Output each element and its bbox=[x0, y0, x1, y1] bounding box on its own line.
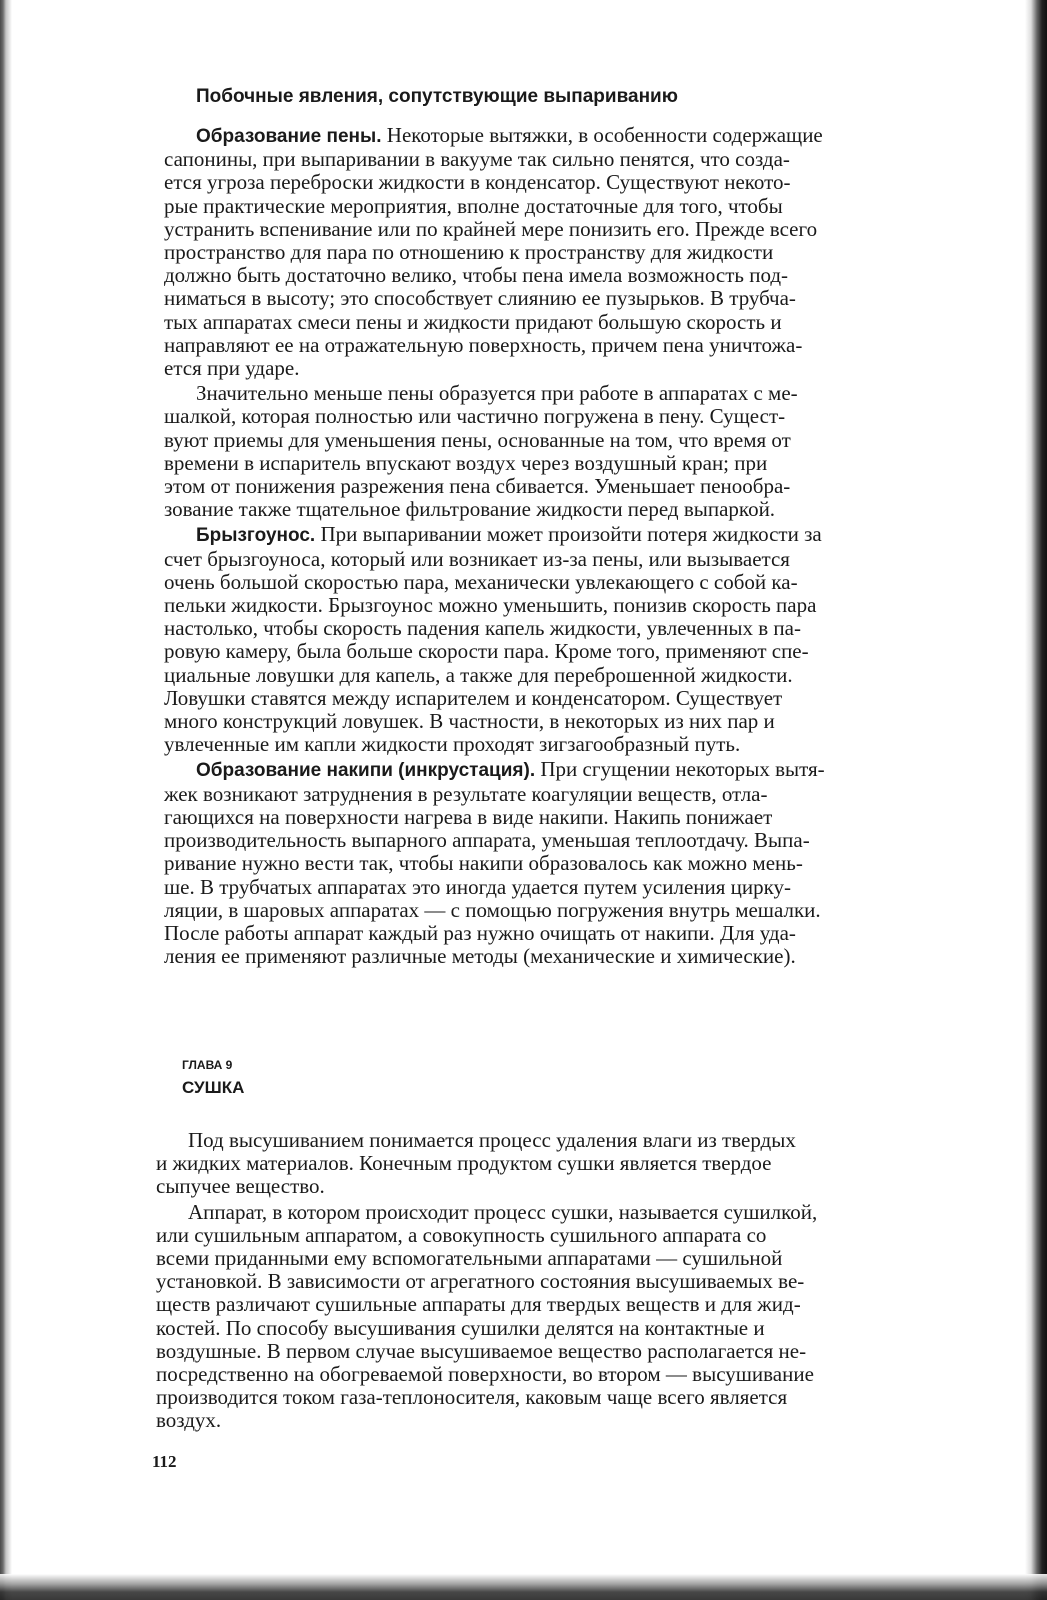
paragraph-lead-scale: Образование накипи (инкрустация). bbox=[196, 760, 536, 782]
paragraph-text-drying-definition: Под высушиванием понимается процесс удаления влаги из твердых и жидких материалов. Конечным продуктом сушки является твердое сыпучее вещество. bbox=[156, 1128, 796, 1199]
paragraph-foam-reduction bbox=[164, 382, 964, 521]
paragraph-spray bbox=[164, 523, 964, 756]
paragraph-text-spray: При выпаривании может произойти потеря жидкости за счет брызгоуноса, который или возникает из-за пены, или вызывается очень большой скоростью пара, механически увлекающего с собой ка- пельки жидкости. Брызгоунос можно уменьшить, понизив скорость пара настолько, чтобы скорость падения капель жидкости, увлеченных в па- ровую камеру, была больше скорости пара. Кроме того, применяют спе- циальные ловушки для капель, а также для переброшенной жидкости. Ловушки ставятся между испарителем и конденсатором. Существует много конструкций ловушек. В частности, в некоторых из них пар и увлеченные им капли жидкости проходят зигзагообразный путь. bbox=[164, 522, 822, 757]
scan-edge-bottom bbox=[0, 1574, 1047, 1600]
section-heading: Побочные явления, сопутствующие выпариванию bbox=[196, 86, 678, 107]
paragraph-scale bbox=[164, 758, 964, 968]
evaporation-side-effects-section bbox=[164, 86, 964, 970]
paragraph-lead-spray: Брызгоунос. bbox=[196, 525, 316, 547]
chapter-label: ГЛАВА 9 bbox=[182, 1058, 233, 1072]
paragraph-text-drying-apparatus: Аппарат, в котором происходит процесс сушки, называется сушилкой, или сушильным аппаратом, а совокупность сушильного аппарата со всеми приданными ему вспомогательными аппаратами — сушильной установкой. В зависимости от агрегатного состояния высушиваемых ве- ществ различают сушильные аппараты для твердых веществ и для жид- костей. По способу высушивания сушилки делятся на контактные и воздушные. В первом случае высушиваемое вещество располагается не- посредственно на обогреваемой поверхности, во втором — высушивание производится током газа-теплоносителя, каковым чаще всего является воздух. bbox=[156, 1199, 818, 1433]
paragraph-text-scale: При сгущении некоторых вытя- жек возникают затруднения в результате коагуляции веществ, отла- гающихся на поверхности нагрева в виде накипи. Накипь понижает производительность выпарного аппарата, уменьшая теплоотдачу. Выпа- ривание нужно вести так, чтобы накипи образовалось как можно мень- ше. В трубчатых аппаратах это иногда удается путем усиления цирку- ляции, в шаровых аппаратах — с помощью погружения внутрь мешалки. После работы аппарат каждый раз нужно очищать от накипи. Для уда- ления ее применяют различные методы (механические и химические). bbox=[164, 757, 825, 969]
paragraph-foam bbox=[164, 124, 964, 380]
page-number: 112 bbox=[152, 1452, 177, 1471]
paragraph-text-foam: Некоторые вытяжки, в особенности содержащие сапонины, при выпаривании в вакууме так сильно пенятся, что созда- ется угроза переброски жидкости в конденсатор. Существуют некото- рые практические мероприятия, вполне достаточные для того, чтобы устранить вспенивание или по крайней мере понизить его. Прежде всего пространство для пара по отношению к пространству для жидкости должно быть достаточно велико, чтобы пена имела возможность под- ниматься в высоту; это способствует слиянию ее пузырьков. В трубча- тых аппаратах смеси пены и жидкости придают большую скорость и направляют ее на отражательную поверхность, причем пена уничтожа- ется при ударе. bbox=[164, 123, 823, 381]
chapter-header bbox=[182, 1058, 782, 1098]
paragraph-lead-foam: Образование пены. bbox=[196, 126, 382, 147]
paragraph-drying-apparatus bbox=[156, 1201, 951, 1433]
chapter-title: СУШКА bbox=[182, 1078, 245, 1097]
paragraph-drying-definition bbox=[156, 1129, 951, 1199]
drying-intro-section bbox=[156, 1129, 951, 1435]
scan-edge-left bbox=[0, 0, 14, 1600]
paragraph-text-foam-reduction: Значительно меньше пены образуется при работе в аппаратах с ме- шалкой, которая полностью или частично погружена в пену. Сущест- вуют приемы для уменьшения пены, основанные на том, что время от времени в испаритель впускают воздух через воздушный кран; при этом от понижения разрежения пена сбивается. Уменьшает пенообра- зование также тщательное фильтрование жидкости перед выпаркой. bbox=[164, 381, 798, 522]
scan-edge-right bbox=[1025, 0, 1047, 1600]
